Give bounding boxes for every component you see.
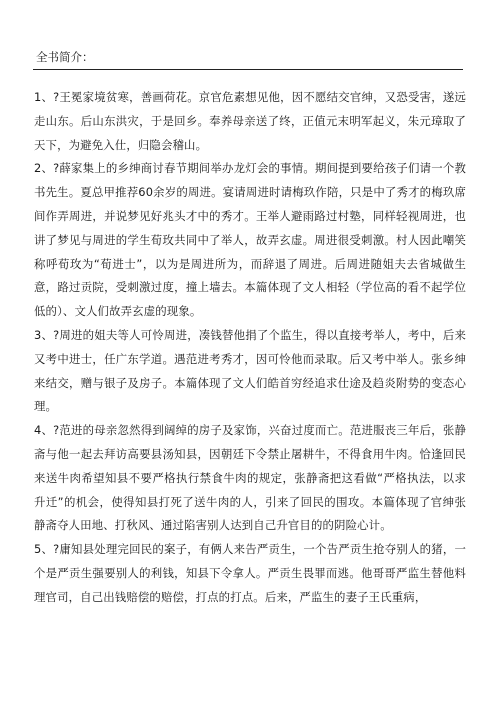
section-heading: 全书简介： <box>36 50 94 64</box>
synopsis-body <box>34 86 466 610</box>
synopsis-paragraph-2: 2、?薛家集上的乡绅商讨春节期间举办龙灯会的事情。期间提到要给孩子们请一个教书先生。夏总甲推荐60余岁的周进。宴请周进时请梅玖作陪，只是中了秀才的梅玖席间作弄周进，并说梦见好兆头才中的秀才。王举人避雨路过村塾，同样轻视周进，也讲了梦见与周进的学生荀玫共同中了举人，故弄玄虚。周进很受刺激。村人因此嘲笑称呼荀玫为“荀进士”，以为是周进所为，而辞退了周进。后周进随姐夫去省城做生意，路过贡院，受刺激过度，撞上墙去。本篇体现了文人相轻（学位高的看不起学位低的）、文人们故弄玄虚的现象。 <box>34 161 466 319</box>
synopsis-paragraph-4: 4、?范进的母亲忽然得到阔绰的房子及家饰，兴奋过度而亡。范进服丧三年后，张静斋与他一起去拜访高要县汤知县，因朝廷下令禁止屠耕牛，不得食用牛肉。恰逢回民来送牛肉希望知县不要严格执行禁食牛肉的规定，张静斋把这看做“严格执法，以求升迁”的机会，使得知县打死了送牛肉的人，引来了回民的围攻。本篇体现了官绅张静斋夺人田地、打秋风、通过陷害别人达到自己升官目的的阴险心计。 <box>34 423 466 533</box>
synopsis-paragraph-5: 5、?庸知县处理完回民的案子，有俩人来告严贡生，一个告严贡生抢夺别人的猪，一个是严贡生强要别人的利钱，知县下令拿人。严贡生畏罪而逃。他哥哥严监生替他料理官司，自己出钱赔偿的赔偿，打点的打点。后来，严监生的妻子王氏重病， <box>34 542 466 604</box>
synopsis-paragraph-1: 1、?王冕家境贫寒，善画荷花。京官危素想见他，因不愿结交官绅，又恐受害，遂远走山东。后山东洪灾，于是回乡。奉养母亲送了终，正值元末明军起义，朱元璋取了天下，为避免入仕，归隐会稽山。 <box>34 90 466 152</box>
synopsis-paragraph-3: 3、?周进的姐夫等人可怜周进，凑钱替他捐了个监生，得以直接考举人，考中，后来又考中进士，任广东学道。遇范进考秀才，因可怜他而录取。后又考中举人。张乡绅来结交，赠与银子及房子。本篇体现了文人们皓首穷经追求仕途及趋炎附势的变态心理。 <box>34 327 466 414</box>
heading-divider <box>33 69 463 70</box>
